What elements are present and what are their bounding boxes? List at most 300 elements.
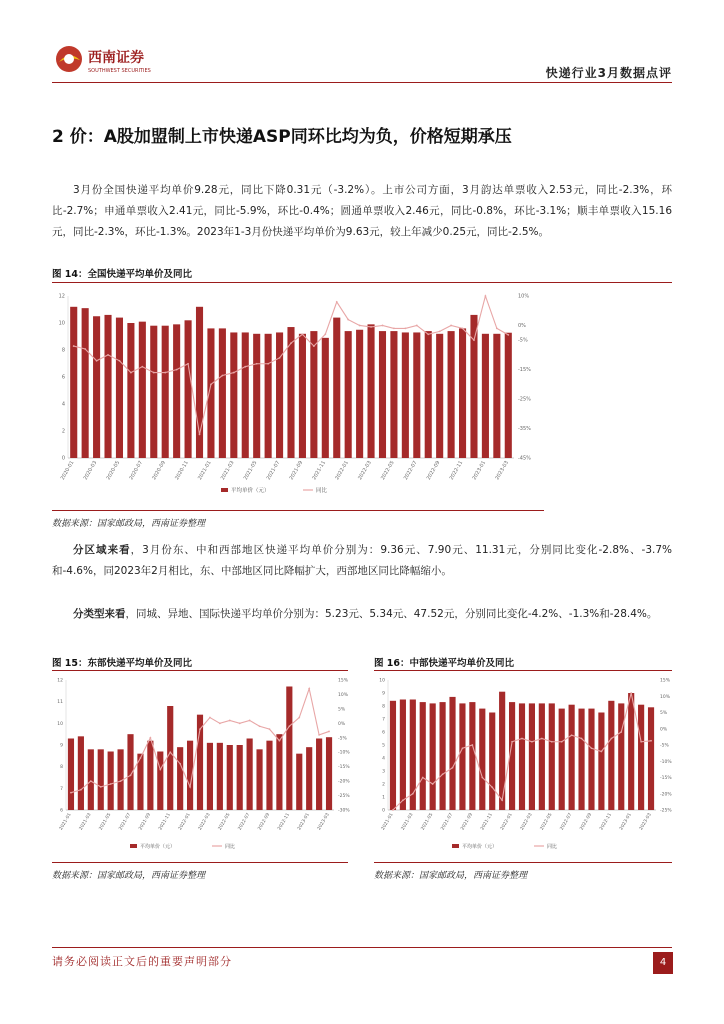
yoy-point bbox=[416, 325, 418, 327]
x-tick-label: 2022-09 bbox=[257, 812, 272, 832]
figure-14-caption: 图 14：全国快递平均单价及同比 bbox=[52, 269, 193, 280]
yoy-point bbox=[199, 434, 201, 436]
paragraph-region-lead: 分区域来看 bbox=[73, 544, 131, 556]
x-tick-label: 2021-01 bbox=[380, 812, 395, 832]
yoy-point bbox=[481, 777, 483, 779]
yoy-point bbox=[404, 328, 406, 330]
x-tick-label: 2021-09 bbox=[460, 812, 475, 832]
y-left-tick-label: 2 bbox=[61, 428, 65, 435]
paragraph-type-body: ，同城、异地、国际快递平均单价分别为：5.23元、5.34元、47.52元，分别同比变化-4.2%、-1.3%和-28.4%。 bbox=[125, 608, 658, 620]
bar bbox=[499, 692, 505, 810]
x-tick-label: 2020-05 bbox=[105, 460, 122, 482]
bar bbox=[78, 736, 84, 810]
yoy-point bbox=[427, 333, 429, 335]
bar bbox=[265, 334, 272, 458]
yoy-point bbox=[370, 326, 372, 328]
y-right-tick-label: -35% bbox=[518, 426, 531, 433]
yoy-point bbox=[496, 328, 498, 330]
y-left-tick-label: 9 bbox=[382, 691, 385, 697]
bar bbox=[413, 332, 420, 458]
bar bbox=[322, 338, 329, 458]
yoy-point bbox=[432, 783, 434, 785]
bar bbox=[459, 328, 466, 458]
bar bbox=[310, 331, 317, 458]
yoy-point bbox=[531, 741, 533, 743]
yoy-point bbox=[347, 319, 349, 321]
bar bbox=[638, 705, 644, 810]
yoy-point bbox=[176, 369, 178, 371]
bar bbox=[519, 703, 525, 810]
y-right-tick-label: -30% bbox=[338, 808, 350, 814]
x-tick-label: 2022-07 bbox=[559, 812, 574, 832]
bar bbox=[436, 334, 443, 458]
x-tick-label: 2021-09 bbox=[138, 812, 153, 832]
bar bbox=[70, 307, 77, 458]
x-tick-label: 2020-07 bbox=[128, 460, 145, 482]
bar bbox=[529, 703, 535, 810]
bar bbox=[316, 739, 322, 811]
y-left-tick-label: 0 bbox=[61, 455, 65, 462]
bar bbox=[299, 334, 306, 458]
bar bbox=[93, 316, 100, 458]
yoy-point bbox=[452, 767, 454, 769]
bar bbox=[539, 703, 545, 810]
x-tick-label: 2020-03 bbox=[82, 460, 99, 482]
x-tick-label: 2021-11 bbox=[158, 812, 172, 832]
figure-14-chart bbox=[52, 286, 672, 504]
bar bbox=[470, 315, 477, 458]
bar bbox=[150, 326, 157, 458]
yoy-point bbox=[179, 763, 181, 765]
yoy-point bbox=[561, 741, 563, 743]
paragraph-price-overview: 3月份全国快递平均单价9.28元，同比下降0.31元（-3.2%）。上市公司方面，3月韵达单票收入2.53元，同比-2.3%，环比-2.7%；申通单票收入2.41元，同比-5.9%，环比-0.4%；圆通单票收入2.46元，同比-0.8%，环比-3.1%；顺丰单票收入15.16元，同比-2.3%，环比-1.3%。2023年1-3月份快递平均单价为9.63元，较上年减少0.25元，同比-2.5%。 bbox=[52, 184, 672, 238]
legend-bar-swatch bbox=[452, 844, 459, 848]
yoy-point bbox=[119, 360, 121, 362]
bar bbox=[167, 706, 173, 810]
yoy-point bbox=[100, 786, 102, 788]
yoy-point bbox=[189, 786, 191, 788]
bar bbox=[98, 749, 104, 810]
y-left-tick-label: 7 bbox=[60, 786, 63, 792]
x-tick-label: 2021-03 bbox=[78, 812, 93, 832]
yoy-point bbox=[501, 799, 503, 801]
yoy-point bbox=[551, 741, 553, 743]
bar bbox=[402, 332, 409, 458]
y-left-tick-label: 6 bbox=[61, 374, 65, 381]
yoy-point bbox=[229, 720, 231, 722]
x-tick-label: 2022-11 bbox=[277, 812, 292, 832]
legend-bar-swatch bbox=[221, 488, 228, 492]
company-logo bbox=[54, 42, 204, 76]
yoy-point bbox=[450, 325, 452, 327]
bar bbox=[493, 334, 500, 458]
yoy-point bbox=[210, 383, 212, 385]
bar bbox=[219, 328, 226, 458]
figure-16-chart bbox=[374, 672, 672, 860]
y-right-tick-label: -20% bbox=[338, 779, 350, 785]
legend-bar-swatch bbox=[130, 844, 137, 848]
y-left-tick-label: 10 bbox=[379, 678, 385, 684]
yoy-point bbox=[259, 725, 261, 727]
figure-14-top-rule bbox=[52, 282, 672, 283]
y-right-tick-label: -5% bbox=[338, 736, 347, 742]
y-right-tick-label: -15% bbox=[338, 765, 350, 771]
yoy-point bbox=[256, 363, 258, 365]
bar bbox=[162, 326, 169, 458]
bar bbox=[207, 743, 213, 810]
y-right-tick-label: -45% bbox=[518, 455, 531, 462]
y-left-tick-label: 4 bbox=[61, 401, 65, 408]
report-title: 快递行业3月数据点评 bbox=[545, 66, 672, 80]
x-tick-label: 2021-01 bbox=[197, 460, 213, 482]
bar bbox=[489, 713, 495, 811]
figure-15-chart bbox=[52, 672, 348, 860]
yoy-point bbox=[96, 360, 98, 362]
y-left-tick-label: 8 bbox=[382, 704, 385, 710]
figure-16-caption: 图 16：中部快递平均单价及同比 bbox=[374, 658, 515, 669]
x-tick-label: 2021-05 bbox=[242, 460, 259, 482]
bar bbox=[276, 734, 282, 810]
yoy-point bbox=[412, 793, 414, 795]
figure-14-source: 数据来源：国家邮政局，西南证券整理 bbox=[52, 519, 206, 529]
bar bbox=[479, 709, 485, 810]
x-tick-label: 2021-09 bbox=[288, 460, 305, 482]
yoy-point bbox=[267, 363, 269, 365]
yoy-point bbox=[313, 345, 315, 347]
y-left-tick-label: 5 bbox=[382, 743, 385, 749]
yoy-point bbox=[462, 747, 464, 749]
paragraph-region-body: ，3月份东、中和西部地区快递平均单价分别为：9.36元、7.90元、11.31元，分别同比变化-2.8%、-3.7%和-4.6%，同2023年2月相比，东、中部地区同比降幅扩大，西部地区同比降幅缩小。 bbox=[52, 544, 672, 577]
yoy-point bbox=[610, 738, 612, 740]
yoy-point bbox=[591, 747, 593, 749]
yoy-point bbox=[120, 780, 122, 782]
x-tick-label: 2023-01 bbox=[619, 812, 633, 832]
bar bbox=[326, 737, 332, 810]
bar bbox=[345, 331, 352, 458]
bar bbox=[368, 324, 375, 458]
yoy-point bbox=[511, 741, 513, 743]
yoy-point bbox=[164, 372, 166, 374]
x-tick-label: 2021-11 bbox=[480, 812, 494, 832]
bar bbox=[588, 709, 594, 810]
y-right-tick-label: -25% bbox=[660, 808, 672, 814]
y-right-tick-label: 15% bbox=[660, 678, 671, 684]
y-left-tick-label: 12 bbox=[57, 678, 63, 684]
yoy-point bbox=[336, 301, 338, 303]
yoy-point bbox=[219, 722, 221, 724]
footer-disclaimer: 请务必阅读正文后的重要声明部分 bbox=[52, 955, 232, 968]
y-right-tick-label: 0% bbox=[338, 721, 346, 727]
y-right-tick-label: 0% bbox=[660, 727, 668, 733]
yoy-point bbox=[485, 295, 487, 297]
yoy-point bbox=[308, 688, 310, 690]
bar bbox=[253, 334, 260, 458]
yoy-point bbox=[279, 357, 281, 359]
bar bbox=[505, 333, 512, 458]
figure-16-source: 数据来源：国家邮政局，西南证券整理 bbox=[374, 871, 528, 881]
logo-text: 西南证券 bbox=[88, 50, 144, 66]
section-title: 2 价：A股加盟制上市快递ASP同环比均为负，价格短期承压 bbox=[52, 127, 512, 147]
y-right-tick-label: 0% bbox=[518, 322, 526, 329]
yoy-point bbox=[491, 786, 493, 788]
y-right-tick-label: -5% bbox=[518, 337, 528, 344]
yoy-point bbox=[90, 780, 92, 782]
bar bbox=[230, 332, 237, 458]
y-right-tick-label: -15% bbox=[660, 776, 672, 781]
yoy-point bbox=[169, 751, 171, 753]
bar bbox=[569, 705, 575, 810]
figure-15-source: 数据来源：国家邮政局，西南证券整理 bbox=[52, 871, 206, 881]
yoy-point bbox=[359, 325, 361, 327]
x-tick-label: 2022-01 bbox=[178, 812, 192, 832]
x-tick-label: 2022-09 bbox=[425, 460, 442, 482]
yoy-point bbox=[84, 348, 86, 350]
x-tick-label: 2022-03 bbox=[357, 460, 373, 482]
bar bbox=[139, 322, 146, 458]
y-right-tick-label: -25% bbox=[338, 794, 350, 800]
footer-divider bbox=[52, 947, 672, 948]
bar bbox=[608, 701, 614, 810]
x-tick-label: 2022-07 bbox=[402, 460, 419, 482]
yoy-point bbox=[442, 773, 444, 775]
bar bbox=[173, 324, 180, 458]
bar bbox=[578, 709, 584, 810]
x-tick-label: 2021-03 bbox=[219, 460, 236, 482]
page-number: 4 bbox=[653, 952, 673, 974]
yoy-point bbox=[640, 741, 642, 743]
paragraph-region bbox=[52, 540, 672, 582]
y-left-tick-label: 10 bbox=[57, 721, 63, 727]
y-right-tick-label: 10% bbox=[660, 694, 671, 700]
y-left-tick-label: 0 bbox=[382, 808, 385, 814]
x-tick-label: 2022-01 bbox=[500, 812, 514, 832]
x-tick-label: 2020-01 bbox=[59, 460, 76, 482]
y-left-tick-label: 10 bbox=[58, 320, 65, 327]
bar bbox=[276, 332, 283, 458]
x-tick-label: 2023-03 bbox=[317, 812, 331, 832]
bar bbox=[648, 707, 654, 810]
yoy-point bbox=[318, 734, 320, 736]
y-left-tick-label: 4 bbox=[382, 756, 385, 762]
x-tick-label: 2023-01 bbox=[471, 460, 488, 482]
y-right-tick-label: -20% bbox=[660, 792, 672, 798]
yoy-point bbox=[324, 333, 326, 335]
bar bbox=[237, 745, 243, 810]
legend-bar-label: 平均单价（元） bbox=[231, 488, 270, 494]
bar bbox=[306, 747, 312, 810]
y-right-tick-label: -15% bbox=[518, 367, 531, 374]
yoy-point bbox=[298, 717, 300, 719]
x-tick-label: 2022-05 bbox=[539, 812, 554, 832]
x-tick-label: 2021-11 bbox=[311, 460, 328, 482]
yoy-point bbox=[473, 339, 475, 341]
x-tick-label: 2022-03 bbox=[519, 812, 534, 832]
yoy-point bbox=[110, 783, 112, 785]
bar bbox=[448, 331, 455, 458]
x-tick-label: 2021-07 bbox=[265, 460, 282, 482]
bar bbox=[628, 693, 634, 810]
yoy-point bbox=[571, 734, 573, 736]
x-tick-label: 2021-03 bbox=[400, 812, 415, 832]
bar bbox=[242, 332, 249, 458]
yoy-point bbox=[462, 328, 464, 330]
x-tick-label: 2020-11 bbox=[174, 460, 190, 482]
yoy-point bbox=[402, 799, 404, 801]
yoy-point bbox=[159, 769, 161, 771]
yoy-point bbox=[149, 737, 151, 739]
yoy-point bbox=[279, 740, 281, 742]
y-right-tick-label: -10% bbox=[660, 759, 672, 765]
bar bbox=[598, 713, 604, 811]
bar bbox=[390, 331, 397, 458]
y-left-tick-label: 1 bbox=[382, 795, 385, 801]
x-tick-label: 2022-05 bbox=[217, 812, 232, 832]
paragraph-type-lead: 分类型来看 bbox=[73, 608, 126, 620]
x-tick-label: 2021-07 bbox=[118, 812, 133, 832]
bar bbox=[104, 315, 111, 458]
yoy-point bbox=[70, 792, 72, 794]
y-left-tick-label: 8 bbox=[61, 347, 65, 354]
x-tick-label: 2022-09 bbox=[579, 812, 594, 832]
yoy-point bbox=[422, 777, 424, 779]
bar bbox=[68, 739, 74, 811]
bar bbox=[147, 741, 153, 810]
bar bbox=[333, 318, 340, 458]
yoy-point bbox=[382, 325, 384, 327]
bar bbox=[430, 703, 436, 810]
yoy-point bbox=[392, 809, 394, 811]
x-tick-label: 2023-03 bbox=[494, 460, 511, 482]
yoy-point bbox=[239, 722, 241, 724]
bar bbox=[469, 702, 475, 810]
bar bbox=[88, 749, 94, 810]
figure-14-bottom-rule bbox=[52, 510, 544, 511]
x-tick-label: 2021-07 bbox=[440, 812, 455, 832]
x-tick-label: 2022-07 bbox=[237, 812, 252, 832]
yoy-point bbox=[140, 757, 142, 759]
yoy-point bbox=[187, 363, 189, 365]
yoy-point bbox=[620, 731, 622, 733]
yoy-point bbox=[581, 738, 583, 740]
y-left-tick-label: 3 bbox=[382, 769, 385, 775]
y-right-tick-label: 10% bbox=[518, 293, 530, 300]
y-right-tick-label: 10% bbox=[338, 692, 349, 698]
legend-line-label: 同比 bbox=[225, 844, 236, 850]
bar bbox=[482, 334, 489, 458]
x-tick-label: 2022-05 bbox=[380, 460, 396, 482]
yoy-point bbox=[650, 740, 652, 742]
bar bbox=[559, 709, 565, 810]
y-left-tick-label: 8 bbox=[60, 765, 63, 771]
yoy-point bbox=[221, 375, 223, 377]
y-right-tick-label: 5% bbox=[338, 707, 346, 713]
bar bbox=[449, 697, 455, 810]
figure-16-bottom-rule bbox=[374, 862, 672, 863]
yoy-point bbox=[269, 728, 271, 730]
bar bbox=[185, 320, 192, 458]
yoy-point bbox=[521, 738, 523, 740]
y-left-tick-label: 6 bbox=[60, 808, 63, 814]
bar bbox=[108, 752, 114, 811]
yoy-point bbox=[107, 354, 109, 356]
yoy-point bbox=[80, 789, 82, 791]
legend-bar-label: 平均单价（元） bbox=[462, 844, 498, 850]
yoy-point bbox=[507, 334, 509, 336]
yoy-point bbox=[393, 328, 395, 330]
yoy-point bbox=[153, 372, 155, 374]
y-left-tick-label: 9 bbox=[60, 743, 63, 749]
x-tick-label: 2023-01 bbox=[297, 812, 311, 832]
x-tick-label: 2022-11 bbox=[448, 460, 465, 482]
yoy-point bbox=[130, 372, 132, 374]
bar bbox=[459, 703, 465, 810]
bar bbox=[356, 330, 363, 458]
bar bbox=[286, 687, 292, 811]
yoy-point bbox=[130, 774, 132, 776]
bar bbox=[256, 749, 262, 810]
yoy-point bbox=[199, 728, 201, 730]
x-tick-label: 2021-01 bbox=[58, 812, 73, 832]
x-tick-label: 2021-05 bbox=[420, 812, 435, 832]
legend-bar-label: 平均单价（元） bbox=[140, 844, 176, 850]
bar bbox=[390, 701, 396, 810]
bar bbox=[549, 703, 555, 810]
y-right-tick-label: 5% bbox=[660, 711, 668, 716]
yoy-point bbox=[290, 342, 292, 344]
y-left-tick-label: 11 bbox=[57, 700, 63, 706]
bar bbox=[116, 318, 123, 458]
yoy-point bbox=[471, 744, 473, 746]
x-tick-label: 2021-05 bbox=[98, 812, 113, 832]
yoy-point bbox=[73, 345, 75, 347]
logo-subtext: SOUTHWEST SECURITIES bbox=[88, 68, 151, 74]
y-right-tick-label: -10% bbox=[338, 750, 350, 756]
x-tick-label: 2023-03 bbox=[639, 812, 653, 832]
y-left-tick-label: 6 bbox=[382, 730, 385, 736]
yoy-point bbox=[601, 751, 603, 753]
figure-16-top-rule bbox=[374, 670, 672, 671]
legend-line-label: 同比 bbox=[316, 488, 328, 494]
bar bbox=[618, 703, 624, 810]
yoy-point bbox=[328, 731, 330, 733]
y-left-tick-label: 7 bbox=[382, 717, 385, 723]
x-tick-label: 2022-11 bbox=[599, 812, 614, 832]
bar bbox=[379, 331, 386, 458]
bar bbox=[266, 741, 272, 810]
bar bbox=[157, 752, 163, 811]
yoy-point bbox=[439, 330, 441, 332]
yoy-point bbox=[244, 366, 246, 368]
yoy-point bbox=[209, 717, 211, 719]
y-right-tick-label: 15% bbox=[338, 678, 349, 684]
paragraph-type bbox=[52, 604, 672, 625]
bar bbox=[425, 331, 432, 458]
figure-15-caption: 图 15：东部快递平均单价及同比 bbox=[52, 658, 193, 669]
bar bbox=[127, 323, 134, 458]
yoy-point bbox=[541, 738, 543, 740]
y-left-tick-label: 12 bbox=[58, 293, 65, 300]
legend-line-label: 同比 bbox=[547, 844, 558, 850]
bar bbox=[247, 739, 253, 811]
bar bbox=[400, 700, 406, 811]
x-tick-label: 2020-09 bbox=[151, 460, 167, 482]
yoy-point bbox=[288, 725, 290, 727]
figure-15-top-rule bbox=[52, 670, 348, 671]
x-tick-label: 2022-01 bbox=[334, 460, 350, 482]
bar bbox=[82, 308, 89, 458]
yoy-point bbox=[302, 333, 304, 335]
y-left-tick-label: 2 bbox=[382, 782, 385, 788]
